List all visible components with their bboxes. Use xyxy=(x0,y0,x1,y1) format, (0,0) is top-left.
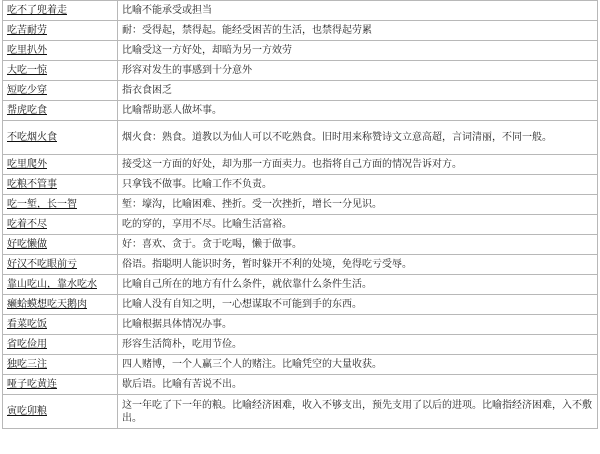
idiom-term-link[interactable]: 帮虎吃食 xyxy=(7,105,47,116)
table-row xyxy=(3,1,598,21)
idiom-term-link[interactable]: 癞蛤蟆想吃天鹅肉 xyxy=(7,299,87,310)
idiom-term-link[interactable]: 靠山吃山，靠水吃水 xyxy=(7,279,97,290)
idiom-term-link[interactable]: 短吃少穿 xyxy=(7,85,47,96)
term-cell xyxy=(3,1,118,21)
idiom-table-body xyxy=(3,1,598,429)
idiom-definition: 歇后语。比喻有苦说不出。 xyxy=(122,379,242,390)
table-row xyxy=(3,215,598,235)
term-cell xyxy=(3,215,118,235)
definition-cell xyxy=(118,295,598,315)
idiom-definition: 接受这一方面的好处，却为那一方面卖力。也指将自己方面的情况告诉对方。 xyxy=(122,159,462,170)
term-cell xyxy=(3,355,118,375)
term-cell xyxy=(3,395,118,429)
idiom-term-link[interactable]: 吃里扒外 xyxy=(7,45,47,56)
idiom-definition: 比喻帮助恶人做坏事。 xyxy=(122,105,222,116)
definition-cell xyxy=(118,235,598,255)
idiom-definition: 这一年吃了下一年的粮。比喻经济困难，收入不够支出，预先支用了以后的进项。比喻指经济困难，入不敷出。 xyxy=(122,399,592,424)
definition-cell xyxy=(118,335,598,355)
idiom-definition: 吃的穿的，享用不尽。比喻生活富裕。 xyxy=(122,219,292,230)
idiom-term-link[interactable]: 哑子吃黄连 xyxy=(7,379,57,390)
table-row xyxy=(3,61,598,81)
definition-cell xyxy=(118,1,598,21)
term-cell xyxy=(3,81,118,101)
table-row xyxy=(3,175,598,195)
idiom-definition: 指衣食困乏 xyxy=(122,85,172,96)
idiom-term-link[interactable]: 吃粮不管事 xyxy=(7,179,57,190)
table-row xyxy=(3,255,598,275)
term-cell xyxy=(3,295,118,315)
idiom-definition: 烟火食：熟食。道教以为仙人可以不吃熟食。旧时用来称赞诗文立意高超，言词清丽，不同一般。 xyxy=(122,132,552,143)
idiom-definition: 比喻受这一方好处，却暗为另一方效劳 xyxy=(122,45,292,56)
idiom-term-link[interactable]: 不吃烟火食 xyxy=(7,132,57,143)
term-cell xyxy=(3,235,118,255)
term-cell xyxy=(3,315,118,335)
idiom-table xyxy=(2,0,598,429)
idiom-definition: 俗语。指聪明人能识时务，暂时躲开不利的处境，免得吃亏受辱。 xyxy=(122,259,412,270)
idiom-term-link[interactable]: 吃着不尽 xyxy=(7,219,47,230)
idiom-definition: 比喻不能承受或担当 xyxy=(122,5,212,16)
term-cell xyxy=(3,255,118,275)
table-row xyxy=(3,275,598,295)
idiom-definition: 耐：受得起，禁得起。能经受困苦的生活，也禁得起劳累 xyxy=(122,25,372,36)
idiom-definition: 只拿钱不做事。比喻工作不负责。 xyxy=(122,179,272,190)
idiom-definition: 四人赌博，一个人赢三个人的赌注。比喻凭空的大量收获。 xyxy=(122,359,382,370)
term-cell xyxy=(3,155,118,175)
term-cell xyxy=(3,335,118,355)
definition-cell xyxy=(118,21,598,41)
idiom-term-link[interactable]: 独吃三注 xyxy=(7,359,47,370)
term-cell xyxy=(3,195,118,215)
definition-cell xyxy=(118,61,598,81)
term-cell xyxy=(3,101,118,121)
idiom-definition: 堑：壕沟，比喻困难、挫折。受一次挫折，增长一分见识。 xyxy=(122,199,382,210)
definition-cell xyxy=(118,175,598,195)
idiom-term-link[interactable]: 吃不了兜着走 xyxy=(7,5,67,16)
definition-cell xyxy=(118,121,598,155)
table-row xyxy=(3,155,598,175)
idiom-term-link[interactable]: 吃一堑，长一智 xyxy=(7,199,77,210)
definition-cell xyxy=(118,355,598,375)
definition-cell xyxy=(118,315,598,335)
term-cell xyxy=(3,21,118,41)
idiom-definition: 形容对发生的事感到十分意外 xyxy=(122,65,252,76)
idiom-definition: 好：喜欢、贪于。贪于吃喝，懒于做事。 xyxy=(122,239,302,250)
idiom-term-link[interactable]: 吃苦耐劳 xyxy=(7,25,47,36)
table-row xyxy=(3,395,598,429)
definition-cell xyxy=(118,101,598,121)
idiom-term-link[interactable]: 大吃一惊 xyxy=(7,65,47,76)
table-row xyxy=(3,235,598,255)
idiom-definition: 比喻根据具体情况办事。 xyxy=(122,319,232,330)
table-row xyxy=(3,315,598,335)
term-cell xyxy=(3,275,118,295)
idiom-term-link[interactable]: 寅吃卯粮 xyxy=(7,406,47,417)
definition-cell xyxy=(118,395,598,429)
idiom-term-link[interactable]: 好汉不吃眼前亏 xyxy=(7,259,77,270)
definition-cell xyxy=(118,195,598,215)
table-row xyxy=(3,101,598,121)
term-cell xyxy=(3,375,118,395)
table-row xyxy=(3,21,598,41)
definition-cell xyxy=(118,81,598,101)
definition-cell xyxy=(118,41,598,61)
definition-cell xyxy=(118,215,598,235)
term-cell xyxy=(3,61,118,81)
idiom-term-link[interactable]: 吃里爬外 xyxy=(7,159,47,170)
idiom-definition: 形容生活简朴，吃用节俭。 xyxy=(122,339,242,350)
table-row xyxy=(3,81,598,101)
term-cell xyxy=(3,41,118,61)
definition-cell xyxy=(118,275,598,295)
definition-cell xyxy=(118,375,598,395)
term-cell xyxy=(3,121,118,155)
idiom-term-link[interactable]: 好吃懒做 xyxy=(7,239,47,250)
table-row xyxy=(3,41,598,61)
idiom-definition: 比喻自己所在的地方有什么条件，就依靠什么条件生活。 xyxy=(122,279,372,290)
idiom-term-link[interactable]: 看菜吃饭 xyxy=(7,319,47,330)
definition-cell xyxy=(118,155,598,175)
table-row xyxy=(3,295,598,315)
table-row xyxy=(3,335,598,355)
term-cell xyxy=(3,175,118,195)
table-row xyxy=(3,121,598,155)
table-row xyxy=(3,195,598,215)
idiom-definition: 比喻人没有自知之明，一心想谋取不可能到手的东西。 xyxy=(122,299,362,310)
table-row xyxy=(3,375,598,395)
definition-cell xyxy=(118,255,598,275)
idiom-term-link[interactable]: 省吃俭用 xyxy=(7,339,47,350)
table-row xyxy=(3,355,598,375)
